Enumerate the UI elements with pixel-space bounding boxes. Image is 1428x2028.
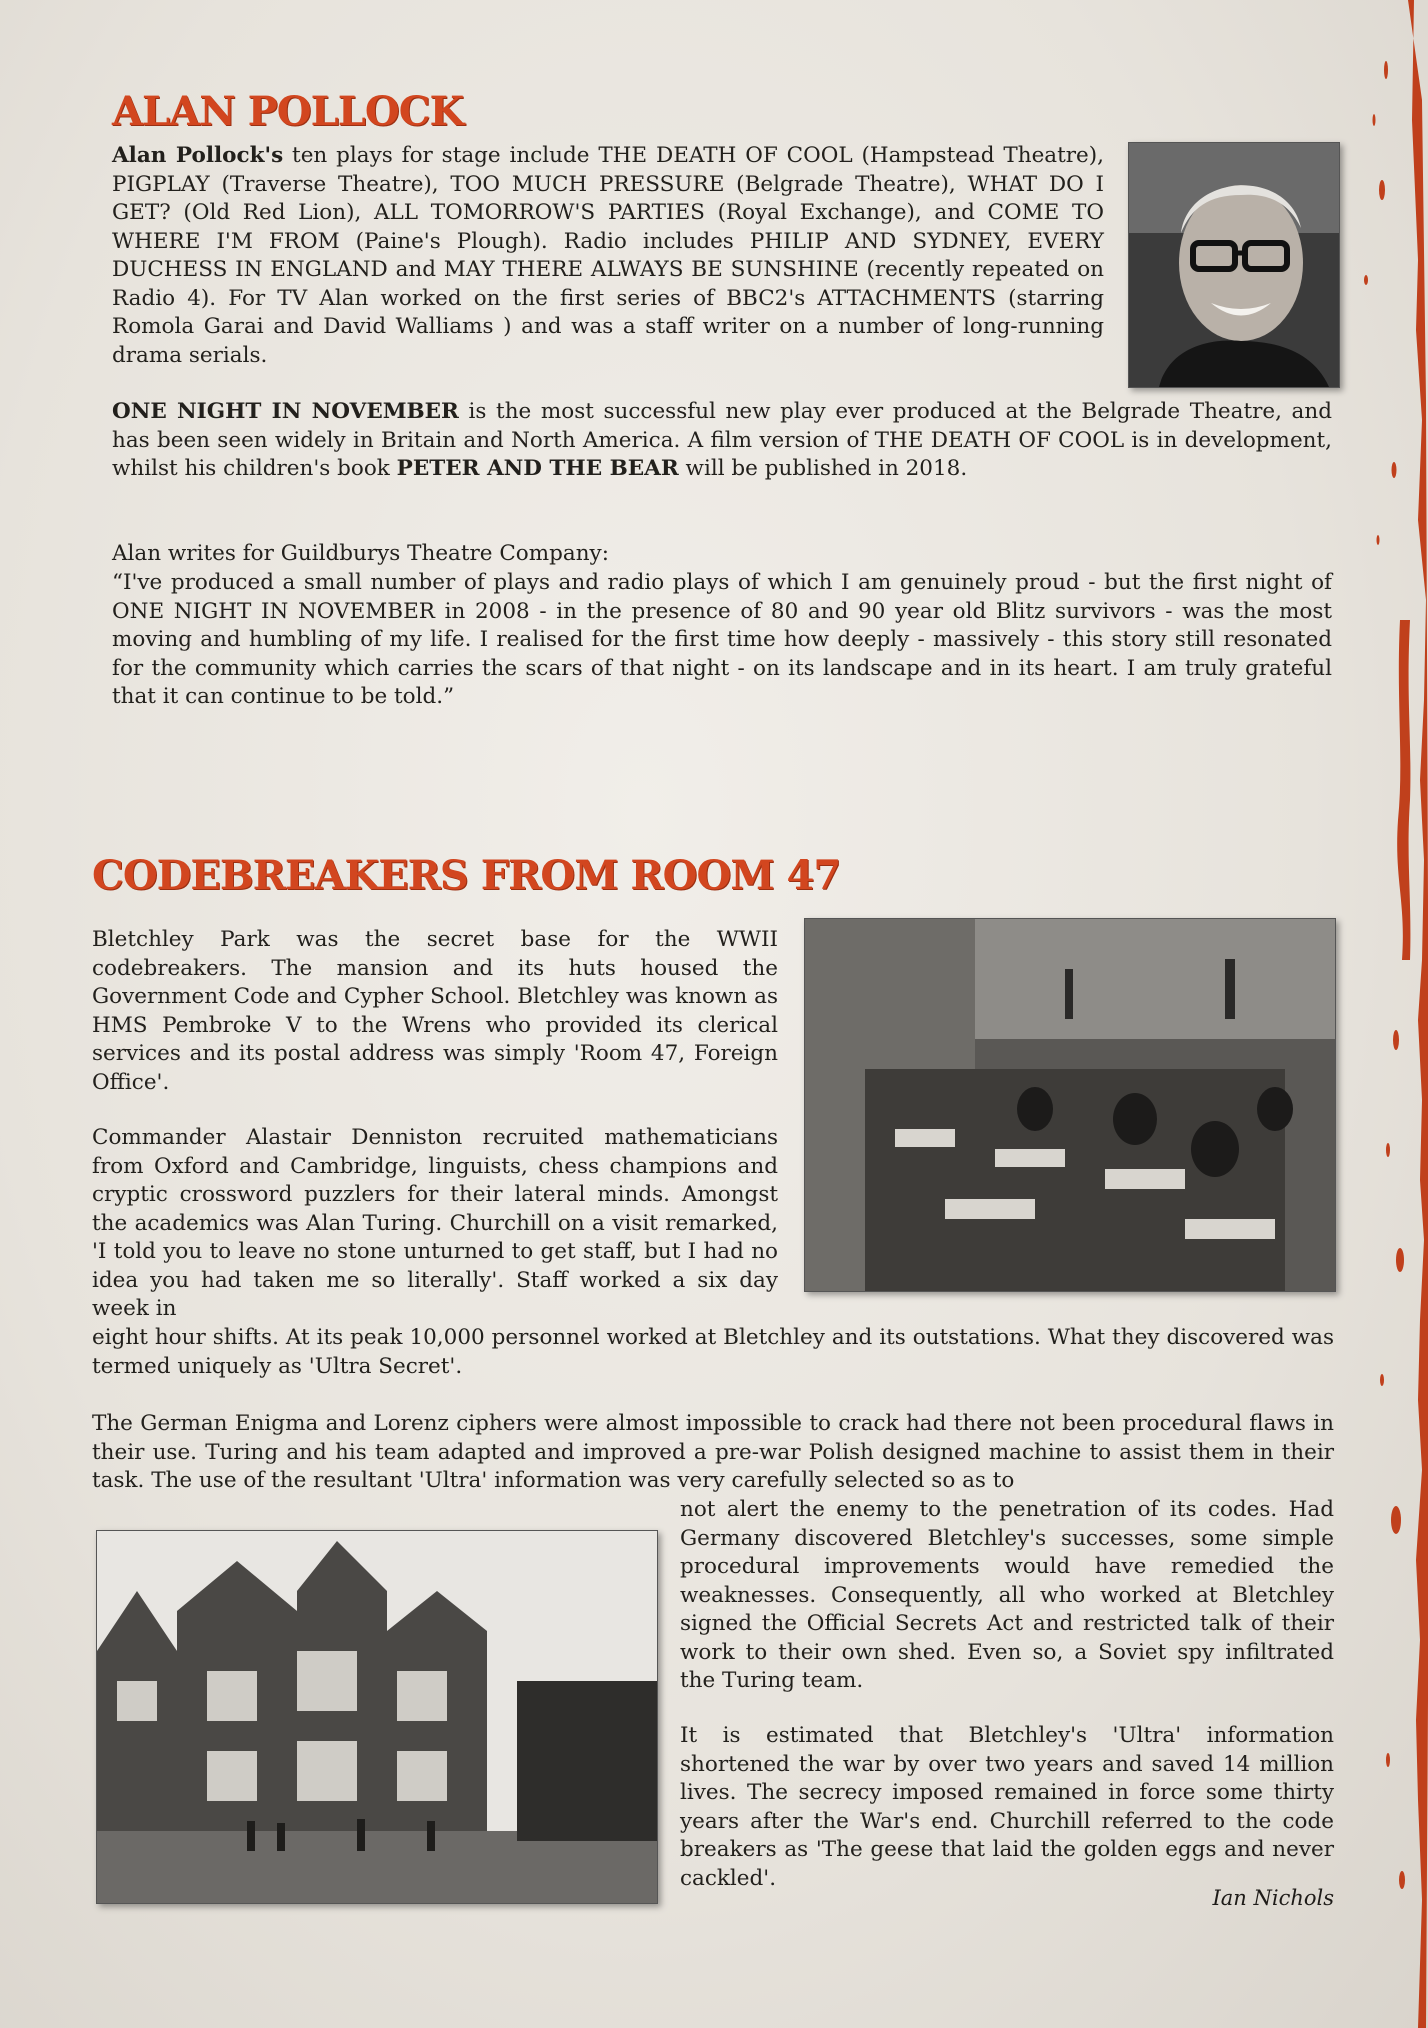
ultra-impact-paragraph: It is estimated that Bletchley's 'Ultra' information shortened the war by over two years and saved 14 million lives. The secrecy imposed remained in force some thirty years after the War's end. Churchill referred to the code breakers as 'The geese that laid the golden eggs and never cackled'. bbox=[680, 1723, 1334, 1891]
blood-splatter-decoration bbox=[1338, 0, 1428, 2028]
codebreakers-room-photo bbox=[804, 918, 1336, 1292]
portrait-image bbox=[1129, 143, 1339, 387]
heading-alan-pollock: ALAN POLLOCK bbox=[112, 88, 464, 135]
one-night-title-bold: ONE NIGHT IN NOVEMBER bbox=[112, 399, 459, 424]
bletchley-mansion-image bbox=[97, 1531, 657, 1903]
alan-bio-paragraph bbox=[112, 142, 1104, 370]
author-signature: Ian Nichols bbox=[1212, 1886, 1334, 1910]
bletchley-mansion-photo bbox=[96, 1530, 658, 1904]
alan-name-bold: Alan Pollock's bbox=[112, 143, 284, 168]
bletchley-paragraph-1: Bletchley Park was the secret base for the WWII codebreakers. The mansion and its huts housed the Government Code and Cypher School. Bletchley was known as HMS Pembroke V to the Wrens who provided its clerical services and its postal address was simply 'Room 47, Foreign Office'. bbox=[92, 927, 778, 1095]
one-night-text: is the most successful new play ever produced at the Belgrade Theatre, and has been seen widely in Britain and North America. A film version of THE DEATH OF COOL is in development, whilst his children's book bbox=[112, 399, 1332, 481]
alan-bio-text: ten plays for stage include THE DEATH OF COOL (Hampstead Theatre), PIGPLAY (Traverse Theatre), TOO MUCH PRESSURE (Belgrade Theatre), WHAT DO I GET? (Old Red Lion), ALL TOMORROW'S PARTIES (Royal Exchange), and COME TO WHERE I'M FROM (Paine's Plough). Radio includes PHILIP AND SYDNEY, EVERY DUCHESS IN ENGLAND and MAY THERE ALWAYS BE SUNSHINE (recently repeated on Radio 4). For TV Alan worked on the first series of BBC2's ATTACHMENTS (starring Romola Garai and David Walliams ) and was a staff writer on a number of long-running drama serials. bbox=[112, 143, 1104, 368]
codebreakers-room-image bbox=[805, 919, 1335, 1291]
one-night-text-end: will be published in 2018. bbox=[678, 456, 968, 481]
heading-codebreakers: CODEBREAKERS FROM ROOM 47 bbox=[92, 852, 841, 899]
peter-and-the-bear-bold: PETER AND THE BEAR bbox=[396, 456, 679, 481]
one-night-paragraph bbox=[112, 398, 1332, 484]
guildburys-intro-line: Alan writes for Guildburys Theatre Company: bbox=[112, 541, 609, 566]
alan-quote-paragraph: “I've produced a small number of plays and radio plays of which I am genuinely proud - but the first night of ONE NIGHT IN NOVEMBER in 2008 - in the presence of 80 and 90 year old Blitz survivors - was the most moving and humbling of my life. I realised for the first time how deeply - massively - this story still resonated for the community which carries the scars of that night - on its landscape and in its heart. I am truly grateful that it can continue to be told.” bbox=[112, 570, 1332, 709]
enigma-paragraph-b: not alert the enemy to the penetration of its codes. Had Germany discovered Bletchley's successes, some simple procedural improvements would have remedied the weaknesses. Consequently, all who worked at Bletchley signed the Official Secrets Act and restricted talk of their work to their own shed. Even so, a Soviet spy infiltrated the Turing team. bbox=[680, 1497, 1334, 1693]
portrait-photo-alan-pollock bbox=[1128, 142, 1340, 388]
bletchley-paragraph-2b: eight hour shifts. At its peak 10,000 personnel worked at Bletchley and its outstations. What they discovered was termed uniquely as 'Ultra Secret'. bbox=[92, 1325, 1334, 1379]
enigma-paragraph-a: The German Enigma and Lorenz ciphers were almost impossible to crack had there not been procedural flaws in their use. Turing and his team adapted and improved a pre-war Polish designed machine to assist them in their task. The use of the resultant 'Ultra' information was very carefully selected so as to bbox=[92, 1411, 1334, 1493]
bletchley-paragraph-2a: Commander Alastair Denniston recruited mathematicians from Oxford and Cambridge, linguists, chess champions and cryptic crossword puzzlers for their lateral minds. Amongst the academics was Alan Turing. Churchill on a visit remarked, 'I told you to leave no stone unturned to get staff, but I had no idea you had taken me so literally'. Staff worked a six day week in bbox=[92, 1125, 778, 1321]
